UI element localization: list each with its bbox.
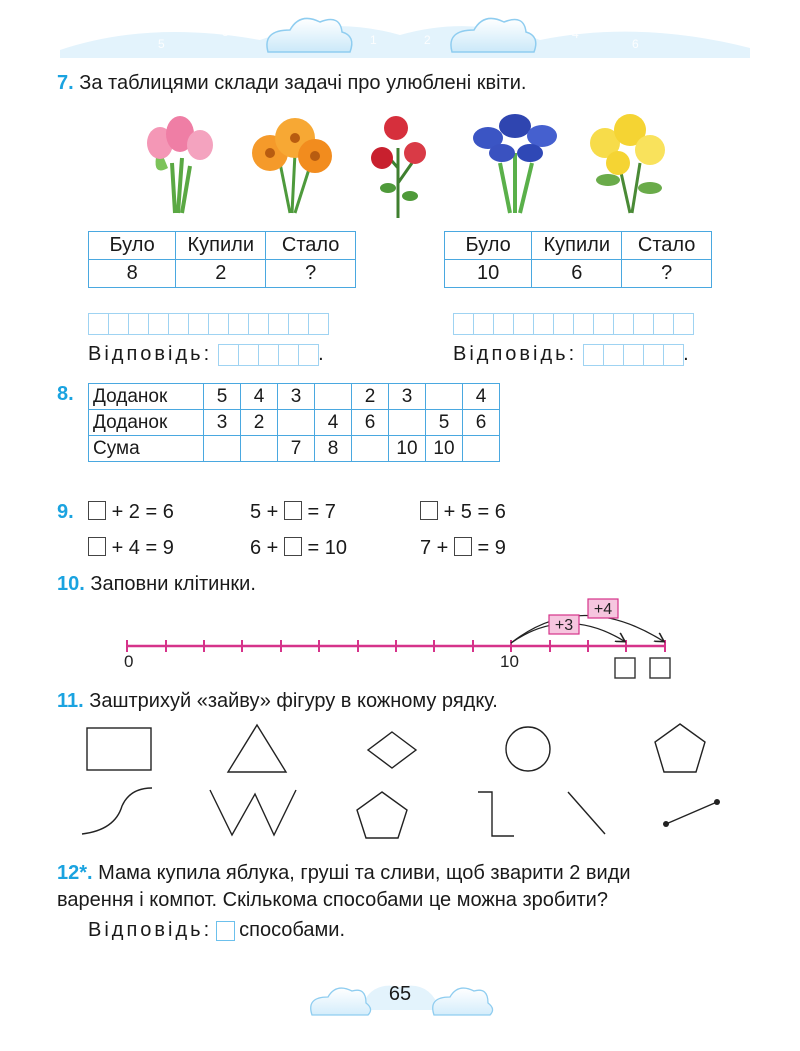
answer-box-13 xyxy=(615,658,635,678)
equation xyxy=(88,537,174,560)
answer-label: Відповідь: xyxy=(88,919,213,941)
circle-shape xyxy=(506,727,550,771)
table-cell[interactable] xyxy=(463,436,500,462)
task12 xyxy=(57,860,757,914)
row-label: Доданок xyxy=(89,384,204,410)
table-row xyxy=(89,410,500,436)
pentagon-shape-2 xyxy=(357,792,407,838)
table-header: Купили xyxy=(532,232,622,260)
table-cell: 3 xyxy=(278,384,315,410)
header-digit: 0 xyxy=(398,15,405,29)
table-cell: 2 xyxy=(352,384,389,410)
table-cell: 4 xyxy=(463,384,500,410)
table-cell: 4 xyxy=(241,384,278,410)
cloud-right-icon xyxy=(451,18,536,52)
equation-text: 5 + xyxy=(250,501,279,523)
broken-line-shape xyxy=(478,792,514,836)
header-digit: 2 xyxy=(424,33,431,47)
label-zero: 0 xyxy=(124,652,134,671)
sum-table xyxy=(88,383,500,462)
number-line xyxy=(110,595,690,690)
equation-text: + 5 = 6 xyxy=(443,501,506,523)
table-header: Стало xyxy=(266,232,356,260)
flowers-illustration xyxy=(130,108,690,218)
table-cell: 3 xyxy=(204,410,241,436)
answer-box[interactable] xyxy=(216,921,235,941)
answer-cells[interactable] xyxy=(218,344,318,366)
table-cell: 10 xyxy=(445,260,532,288)
rhombus-shape xyxy=(368,732,416,768)
row-label: Доданок xyxy=(89,410,204,436)
jump-label-big: +4 xyxy=(593,601,613,618)
table-cell[interactable] xyxy=(352,436,389,462)
answer-right xyxy=(453,343,689,366)
jump-label-small: +3 xyxy=(554,617,574,634)
equation xyxy=(250,537,347,560)
table-cell: 5 xyxy=(426,410,463,436)
table-cell: ? xyxy=(266,260,356,288)
header-digit: 4 xyxy=(572,27,579,41)
zigzag-shape xyxy=(210,790,296,835)
row-label: Сума xyxy=(89,436,204,462)
table-cell[interactable] xyxy=(204,436,241,462)
answer-box-14 xyxy=(650,658,670,678)
equation-text: = 7 xyxy=(307,501,336,523)
table-cell: 10 xyxy=(426,436,463,462)
table-cell: 6 xyxy=(463,410,500,436)
answer-dot: . xyxy=(318,343,324,365)
endpoint-dot xyxy=(663,821,669,827)
solution-cells-left[interactable] xyxy=(88,313,328,335)
table-row xyxy=(89,436,500,462)
task-number: 12*. xyxy=(57,862,93,884)
gerberas-icon xyxy=(252,118,332,213)
header-digit: 7 xyxy=(108,22,115,36)
triangle-shape xyxy=(228,725,286,772)
table-cell: 8 xyxy=(315,436,352,462)
answer-label: Відповідь: xyxy=(453,343,578,365)
table-cell: ? xyxy=(622,260,712,288)
blank-box[interactable] xyxy=(284,501,302,520)
table-cell: 6 xyxy=(352,410,389,436)
solution-cells-right[interactable] xyxy=(453,313,693,335)
table-cell: 3 xyxy=(389,384,426,410)
task-number: 8. xyxy=(57,383,74,405)
table-cell[interactable] xyxy=(241,436,278,462)
equation-text: 6 + xyxy=(250,537,279,559)
segment-shape xyxy=(568,792,605,834)
equation-text: = 10 xyxy=(307,537,347,559)
answer-12 xyxy=(88,919,345,942)
table-cell[interactable] xyxy=(389,410,426,436)
table-cell: 8 xyxy=(89,260,176,288)
task-text: Заповни клітинки. xyxy=(90,573,256,595)
blank-box[interactable] xyxy=(420,501,438,520)
label-ten: 10 xyxy=(500,652,519,671)
cloud-right-icon xyxy=(433,988,493,1015)
header-digit: 6 xyxy=(632,37,639,51)
task-text: Заштрихуй «зайву» фігуру в кожному рядку. xyxy=(89,690,498,712)
page-number: 65 xyxy=(388,983,412,1005)
table-left xyxy=(88,231,356,288)
table-header: Було xyxy=(89,232,176,260)
blank-box[interactable] xyxy=(88,537,106,556)
table-cell[interactable] xyxy=(278,410,315,436)
task12-line2: варення і компот. Скількома способами це можна зробити? xyxy=(57,889,608,911)
segment-with-points-shape xyxy=(666,802,717,824)
table-cell: 2 xyxy=(176,260,266,288)
rectangle-shape xyxy=(87,728,151,770)
table-cell[interactable] xyxy=(426,384,463,410)
jump-arrow-big xyxy=(511,615,663,643)
table-cell: 6 xyxy=(532,260,622,288)
task10-heading xyxy=(57,573,256,596)
blank-box[interactable] xyxy=(454,537,472,556)
roses-icon xyxy=(371,116,426,218)
task-number: 10. xyxy=(57,573,85,595)
equation-text: 7 + xyxy=(420,537,449,559)
tulips-icon xyxy=(147,116,213,213)
table-header: Було xyxy=(445,232,532,260)
equation xyxy=(250,501,336,524)
pentagon-shape xyxy=(655,724,705,772)
task-number: 9. xyxy=(57,501,74,523)
header-digit: 5 xyxy=(158,37,165,51)
table-cell[interactable] xyxy=(315,384,352,410)
equation-text: + 4 = 9 xyxy=(111,537,174,559)
answer-label: Відповідь: xyxy=(88,343,213,365)
task11-heading xyxy=(57,690,498,713)
table-cell: 5 xyxy=(204,384,241,410)
table-cell: 4 xyxy=(315,410,352,436)
table-header: Стало xyxy=(622,232,712,260)
header-clouds xyxy=(0,0,800,75)
answer-suffix: способами. xyxy=(239,919,346,941)
table-cell: 2 xyxy=(241,410,278,436)
answer-cells[interactable] xyxy=(583,344,683,366)
s-curve-shape xyxy=(82,788,152,834)
header-digit: 1 xyxy=(370,33,377,47)
shapes-grid xyxy=(60,720,740,850)
equation xyxy=(88,501,174,524)
equation xyxy=(420,537,506,560)
table-cell: 10 xyxy=(389,436,426,462)
answer-left xyxy=(88,343,324,366)
table-header: Купили xyxy=(176,232,266,260)
answer-dot: . xyxy=(683,343,689,365)
blank-box[interactable] xyxy=(88,501,106,520)
table-cell: 7 xyxy=(278,436,315,462)
yellow-flowers-icon xyxy=(590,114,665,213)
irises-icon xyxy=(473,114,557,213)
table-row xyxy=(89,384,500,410)
task-number: 11. xyxy=(57,690,84,712)
blank-box[interactable] xyxy=(284,537,302,556)
task-text: За таблицями склади задачі про улюблені квіти. xyxy=(79,72,527,94)
table-right xyxy=(444,231,712,288)
equation-text: + 2 = 6 xyxy=(111,501,174,523)
endpoint-dot xyxy=(714,799,720,805)
task12-line1 xyxy=(57,860,757,887)
header-digit: 3 xyxy=(222,25,229,39)
equation-text: = 9 xyxy=(477,537,506,559)
task7-heading xyxy=(57,72,526,95)
cloud-left-icon xyxy=(267,18,352,52)
task-text: Мама купила яблука, груші та сливи, щоб зварити 2 види xyxy=(98,862,631,884)
header-digit: 8 xyxy=(690,23,697,37)
task-number: 7. xyxy=(57,72,74,94)
equation xyxy=(420,501,506,524)
cloud-left-icon xyxy=(311,988,371,1015)
